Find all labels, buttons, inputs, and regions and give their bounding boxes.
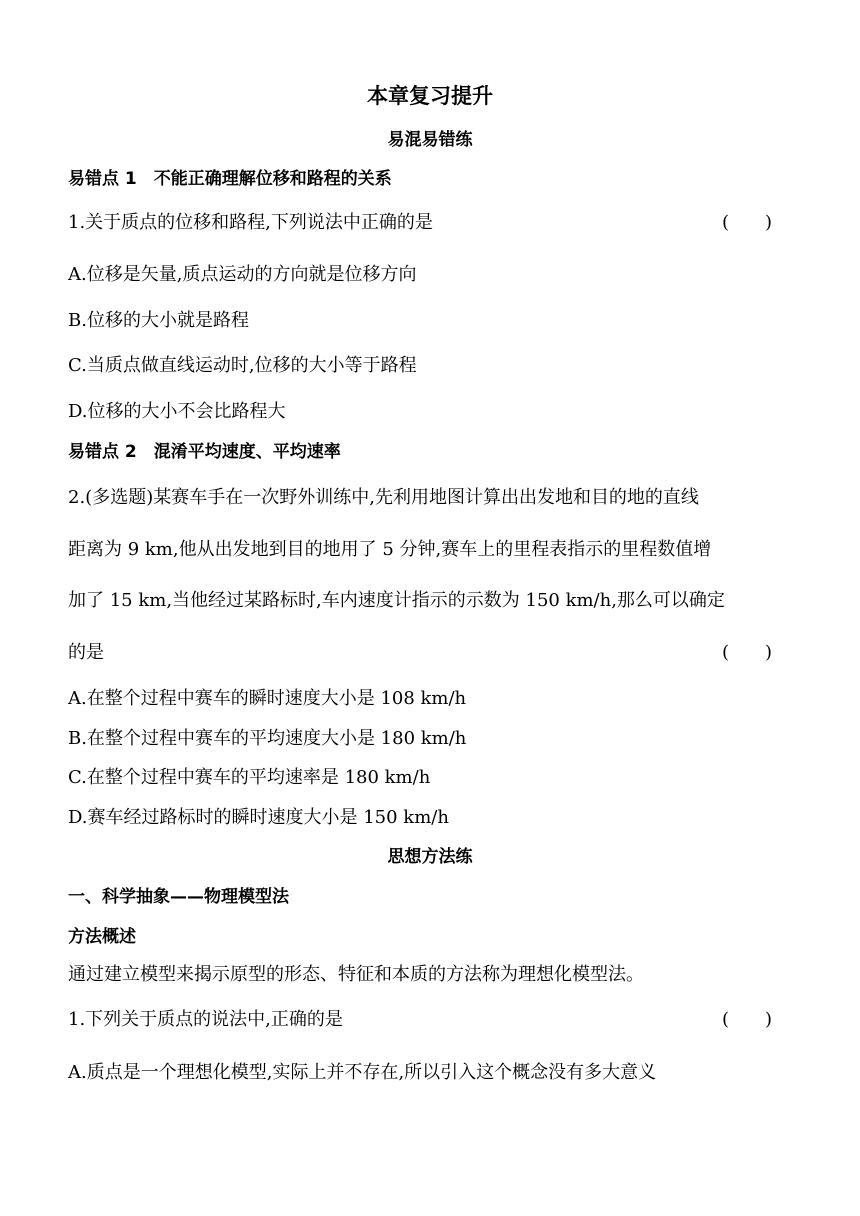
method-overview-label: 方法概述 bbox=[68, 927, 136, 947]
subheading-model-method: 一、科学抽象——物理模型法 bbox=[68, 887, 289, 907]
answer-paren: ( ) bbox=[722, 1009, 773, 1030]
question-2-line: 2.(多选题)某赛车手在一次野外训练中,先利用地图计算出出发地和目的地的直线 bbox=[68, 487, 699, 508]
option-d: D.位移的大小不会比路程大 bbox=[68, 401, 286, 422]
question-1-text: 1.关于质点的位移和路程,下列说法中正确的是 bbox=[68, 212, 433, 233]
question-2-line: 的是 bbox=[68, 642, 104, 663]
option-b: B.在整个过程中赛车的平均速度大小是 180 km/h bbox=[68, 728, 467, 749]
option-c: C.当质点做直线运动时,位移的大小等于路程 bbox=[68, 355, 417, 376]
error-point-1-label: 易错点 1 不能正确理解位移和路程的关系 bbox=[68, 169, 392, 189]
question-2-line: 加了 15 km,当他经过某路标时,车内速度计指示的示数为 150 km/h,那么可以确定 bbox=[68, 590, 725, 611]
page-title: 本章复习提升 bbox=[367, 84, 493, 108]
question-3-text: 1.下列关于质点的说法中,正确的是 bbox=[68, 1009, 343, 1030]
error-point-2-label: 易错点 2 混淆平均速度、平均速率 bbox=[68, 442, 341, 462]
option-a: A.位移是矢量,质点运动的方向就是位移方向 bbox=[68, 264, 417, 285]
section-heading-methods: 思想方法练 bbox=[387, 847, 473, 867]
section-heading-errors: 易混易错练 bbox=[387, 130, 473, 150]
answer-paren: ( ) bbox=[722, 642, 773, 663]
method-overview-text: 通过建立模型来揭示原型的形态、特征和本质的方法称为理想化模型法。 bbox=[68, 964, 644, 985]
answer-paren: ( ) bbox=[722, 212, 773, 233]
option-a: A.在整个过程中赛车的瞬时速度大小是 108 km/h bbox=[68, 688, 467, 709]
option-c: C.在整个过程中赛车的平均速率是 180 km/h bbox=[68, 767, 431, 788]
option-d: D.赛车经过路标时的瞬时速度大小是 150 km/h bbox=[68, 807, 449, 828]
option-a: A.质点是一个理想化模型,实际上并不存在,所以引入这个概念没有多大意义 bbox=[68, 1062, 657, 1083]
question-2-line: 距离为 9 km,他从出发地到目的地用了 5 分钟,赛车上的里程表指示的里程数值增 bbox=[68, 539, 712, 560]
option-b: B.位移的大小就是路程 bbox=[68, 310, 249, 331]
